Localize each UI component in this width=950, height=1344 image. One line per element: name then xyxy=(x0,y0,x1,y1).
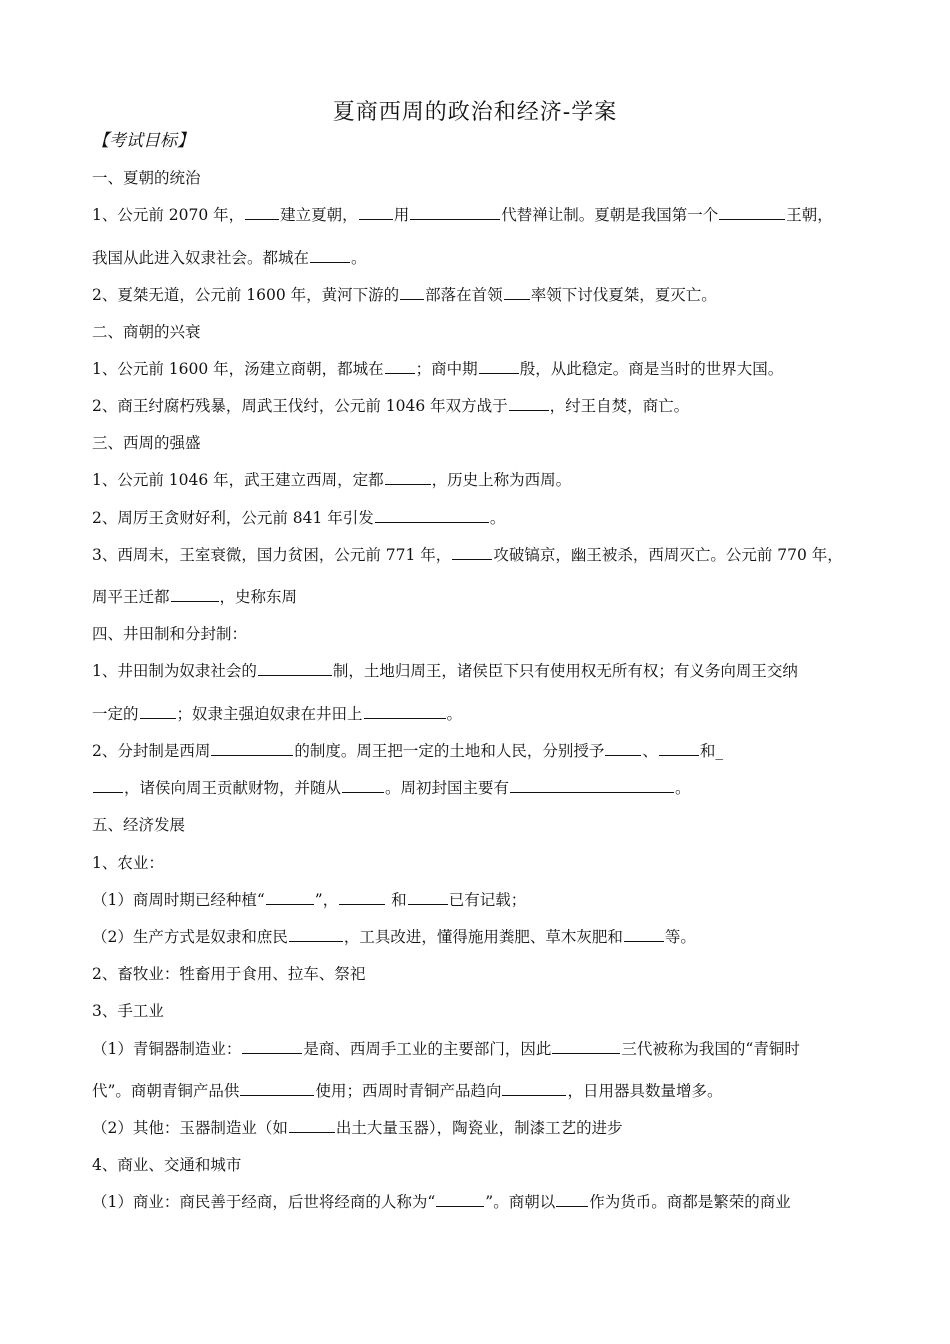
text-line: 1、公元前 2070 年， 建立夏朝， 用 代替禅让制。夏朝是我国第一个 王朝， xyxy=(92,203,868,227)
text-line: 代”。商朝青铜产品供 使用；西周时青铜产品趋向 ，日用器具数量增多。 xyxy=(92,1079,868,1103)
text-line: 3、西周末，王室衰微，国力贫困，公元前 771 年， 攻破镐京，幽王被杀，西周灭亡。公元前 770 年， xyxy=(92,543,868,567)
fill-blank[interactable] xyxy=(510,776,674,793)
fill-blank[interactable] xyxy=(385,357,415,374)
fill-blank[interactable] xyxy=(258,659,332,676)
text-line: 2、畜牧业：牲畜用于食用、拉车、祭祀 xyxy=(92,965,366,983)
fill-blank[interactable] xyxy=(502,1079,566,1096)
text-line: 1、井田制为奴隶社会的 制，土地归周王，诸侯臣下只有使用权无所有权；有义务向周王交纳 xyxy=(92,659,868,683)
fill-blank[interactable] xyxy=(342,776,384,793)
text-line: （1）商周时期已经种植“ ”， 和 已有记载； xyxy=(92,888,868,912)
exam-goal-heading: 【考试目标】 xyxy=(92,131,194,151)
text-line: 2、分封制是西周 的制度。周王把一定的土地和人民，分别授予 、 和_ xyxy=(92,739,868,763)
text-line: （2）生产方式是奴隶和庶民 ，工具改进，懂得施用粪肥、草木灰肥和 等。 xyxy=(92,925,868,949)
fill-blank[interactable] xyxy=(509,394,549,411)
section-heading: 一、夏朝的统治 xyxy=(92,169,201,187)
fill-blank[interactable] xyxy=(339,888,385,905)
fill-blank[interactable] xyxy=(310,246,350,263)
fill-blank[interactable] xyxy=(452,543,492,560)
fill-blank[interactable] xyxy=(240,1079,314,1096)
text-line: 1、农业： xyxy=(92,854,164,872)
section-heading: 四、井田制和分封制： xyxy=(92,625,248,643)
text-line: 周平王迁都 ，史称东周 xyxy=(92,585,868,609)
text-line: 4、商业、交通和城市 xyxy=(92,1156,242,1174)
section-heading: 五、经济发展 xyxy=(92,816,186,834)
fill-blank[interactable] xyxy=(242,1037,302,1054)
fill-blank[interactable] xyxy=(719,203,785,220)
fill-blank[interactable] xyxy=(552,1037,620,1054)
fill-blank[interactable] xyxy=(140,702,176,719)
fill-blank[interactable] xyxy=(659,739,699,756)
text-line: 1、公元前 1600 年，汤建立商朝，都城在 ；商中期 殷，从此稳定。商是当时的世界大国。 xyxy=(92,357,868,381)
fill-blank[interactable] xyxy=(93,776,123,793)
fill-blank[interactable] xyxy=(410,203,500,220)
fill-blank[interactable] xyxy=(556,1190,588,1207)
text-line: ，诸侯向周王贡献财物，并随从 。周初封国主要有 。 xyxy=(92,776,868,800)
text-line: 2、周厉王贪财好利，公元前 841 年引发 。 xyxy=(92,506,868,530)
text-line: （1）商业：商民善于经商，后世将经商的人称为“ ”。商朝以 作为货币。商都是繁荣的商业 xyxy=(92,1190,868,1214)
text-line: 2、商王纣腐朽残暴，周武王伐纣，公元前 1046 年双方战于 ，纣王自焚，商亡。 xyxy=(92,394,868,418)
text-line: 2、夏桀无道，公元前 1600 年，黄河下游的 部落在首领 率领下讨伐夏桀，夏灭亡。 xyxy=(92,283,868,307)
fill-blank[interactable] xyxy=(504,283,530,300)
section-heading: 二、商朝的兴衰 xyxy=(92,323,201,341)
fill-blank[interactable] xyxy=(359,203,393,220)
fill-blank[interactable] xyxy=(289,1116,335,1133)
fill-blank[interactable] xyxy=(479,357,519,374)
fill-blank[interactable] xyxy=(171,585,219,602)
fill-blank[interactable] xyxy=(266,888,314,905)
fill-blank[interactable] xyxy=(245,203,279,220)
fill-blank[interactable] xyxy=(211,739,293,756)
fill-blank[interactable] xyxy=(408,888,448,905)
fill-blank[interactable] xyxy=(289,925,343,942)
fill-blank[interactable] xyxy=(364,702,446,719)
fill-blank[interactable] xyxy=(400,283,424,300)
fill-blank[interactable] xyxy=(436,1190,484,1207)
fill-blank[interactable] xyxy=(624,925,664,942)
text-line: 一定的 ；奴隶主强迫奴隶在井田上 。 xyxy=(92,702,868,726)
text-line: 1、公元前 1046 年，武王建立西周，定都 ，历史上称为西周。 xyxy=(92,468,868,492)
text-line: 我国从此进入奴隶社会。都城在 。 xyxy=(92,246,868,270)
fill-blank[interactable] xyxy=(375,506,489,523)
text-line: （1）青铜器制造业： 是商、西周手工业的主要部门，因此 三代被称为我国的“青铜时 xyxy=(92,1037,868,1061)
text-line: （2）其他：玉器制造业（如 出土大量玉器），陶瓷业，制漆工艺的进步 xyxy=(92,1116,868,1140)
text-line: 3、手工业 xyxy=(92,1002,164,1020)
fill-blank[interactable] xyxy=(385,468,431,485)
fill-blank[interactable] xyxy=(605,739,641,756)
page-title: 夏商西周的政治和经济-学案 xyxy=(332,100,618,125)
section-heading: 三、西周的强盛 xyxy=(92,434,201,452)
